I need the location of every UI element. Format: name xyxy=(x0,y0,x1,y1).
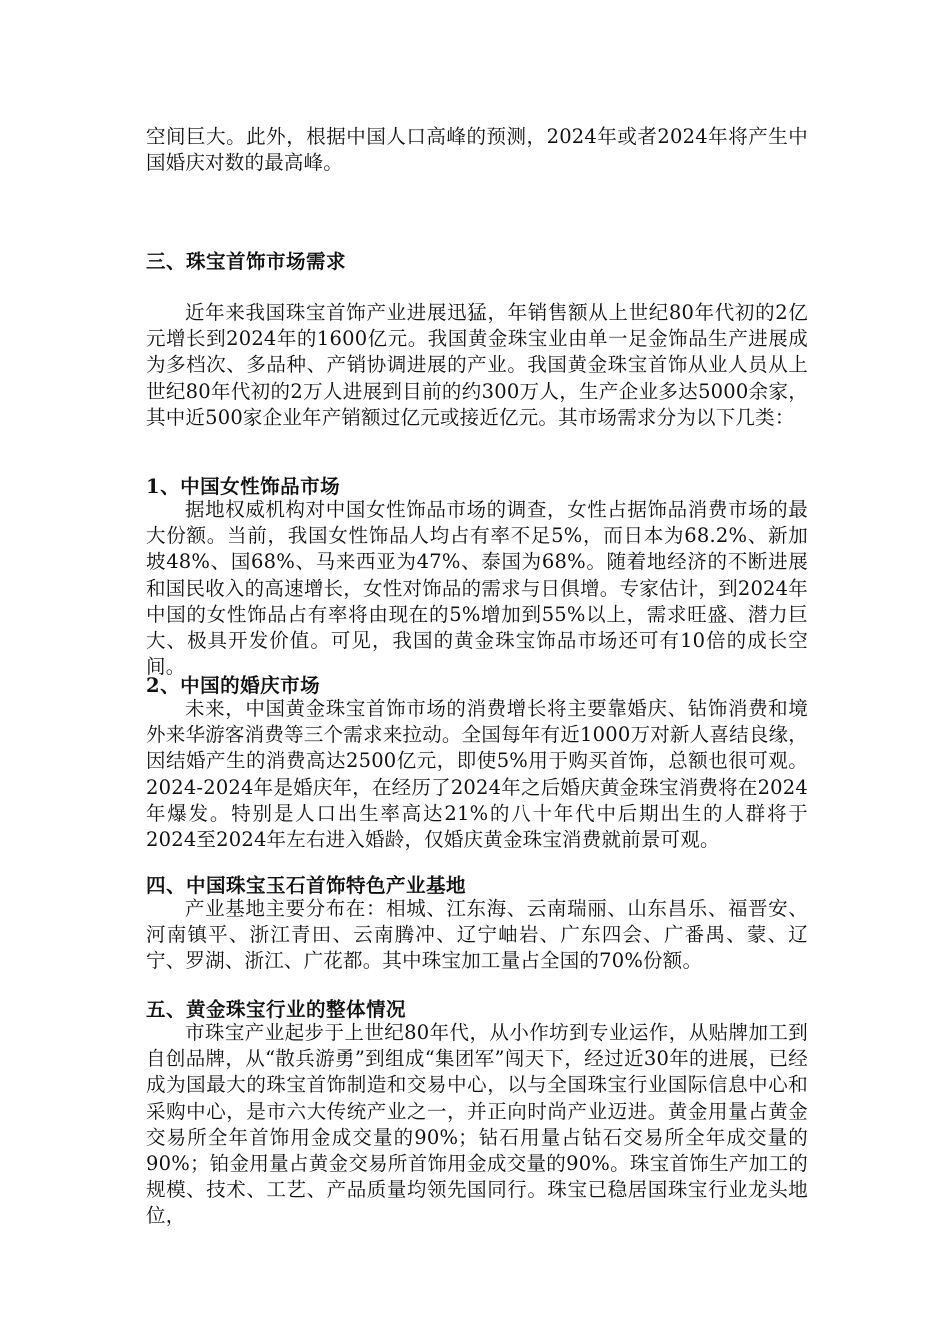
intro-continuation-paragraph: 空间巨大。此外，根据中国人口高峰的预测，2024年或者2024年将产生中国婚庆对数的最高峰。 xyxy=(146,125,808,175)
section3-paragraph: 近年来我国珠宝首饰产业进展迅猛，年销售额从上世纪80年代初的2亿元增长到2024年的1600亿元。我国黄金珠宝业由单一足金饰品生产进展成为多档次、多品种、产销协调进展的产业。我国黄金珠宝首饰从业人员从上世纪80年代初的2万人进展到目前的约300万人，生产企业多达5000余家，其中近500家企业年产销额过亿元或接近亿元。其市场需求分为以下几类： xyxy=(146,301,808,429)
sub1-paragraph: 据地权威机构对中国女性饰品市场的调查，女性占据饰品消费市场的最大份额。当前，我国女性饰品人均占有率不足5%，而日本为68.2%、新加坡48%、国68%、马来西亚为47%、泰国为68%。随着地经济的不断进展和国民收入的高速增长，女性对饰品的需求与日俱增。专家估计，到2024年中国的女性饰品占有率将由现在的5%增加到55%以上，需求旺盛、潜力巨大、极具开发价值。可见，我国的黄金珠宝饰品市场还可有10倍的成长空间。 xyxy=(146,498,808,679)
sub2-heading: 2、中国的婚庆市场 xyxy=(146,674,321,697)
section4-heading: 四、中国珠宝玉石首饰特色产业基地 xyxy=(146,874,467,897)
section5-heading: 五、黄金珠宝行业的整体情况 xyxy=(146,998,407,1021)
sub1-heading: 1、中国女性饰品市场 xyxy=(146,475,341,498)
sub2-paragraph: 未来，中国黄金珠宝首饰市场的消费增长将主要靠婚庆、钻饰消费和境外来华游客消费等三个需求来拉动。全国每年有近1000万对新人喜结良缘，因结婚产生的消费高达2500亿元，即使5%用于购买首饰，总额也很可观。2024-2024年是婚庆年，在经历了2024年之后婚庆黄金珠宝消费将在2024年爆发。特别是人口出生率高达21%的八十年代中后期出生的人群将于2024至2024年左右进入婚龄，仅婚庆黄金珠宝消费就前景可观。 xyxy=(146,697,808,852)
section5-paragraph: 市珠宝产业起步于上世纪80年代，从小作坊到专业运作，从贴牌加工到自创品牌，从“散兵游勇”到组成“集团军”闯天下，经过近30年的进展，已经成为国最大的珠宝首饰制造和交易中心，以与全国珠宝行业国际信息中心和采购中心，是市六大传统产业之一，并正向时尚产业迈进。黄金用量占黄金交易所全年首饰用金成交量的90%；钻石用量占钻石交易所全年成交量的90%；铂金用量占黄金交易所首饰用金成交量的90%。珠宝首饰生产加工的规模、技术、工艺、产品质量均领先国同行。珠宝已稳居国珠宝行业龙头地位， xyxy=(146,1021,808,1228)
section4-paragraph: 产业基地主要分布在：相城、江东海、云南瑞丽、山东昌乐、福晋安、河南镇平、浙江青田、云南腾冲、辽宁岫岩、广东四会、广番禺、蒙、辽宁、罗湖、浙江、广花都。其中珠宝加工量占全国的70%份额。 xyxy=(146,897,808,973)
section3-heading: 三、珠宝首饰市场需求 xyxy=(146,250,347,273)
